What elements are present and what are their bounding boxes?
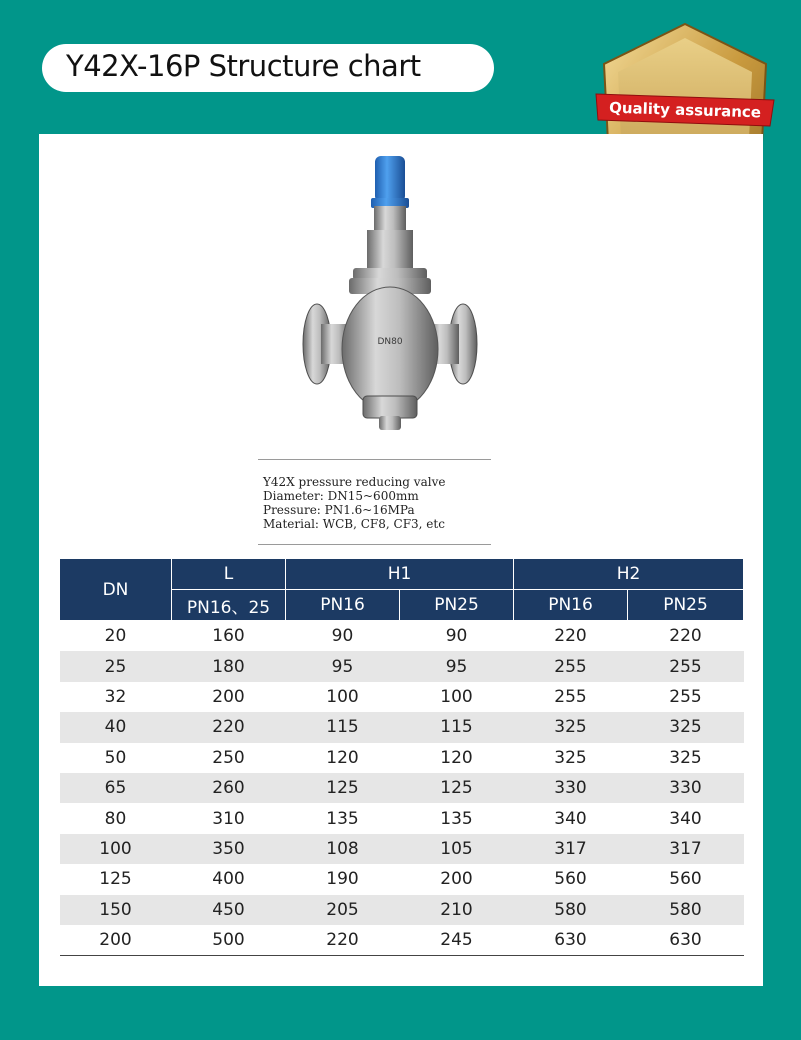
table-cell: 200	[440, 869, 473, 890]
table-cell: 32	[104, 686, 127, 707]
table-cell: 325	[669, 747, 702, 768]
table-cell: 255	[514, 651, 628, 681]
table-cell: 125	[400, 773, 514, 803]
dimension-table	[59, 558, 744, 956]
table-row	[60, 834, 744, 864]
table-cell: 200	[60, 925, 172, 956]
subheader-l-pn: PN16、25	[172, 590, 286, 621]
table-cell: 325	[628, 712, 744, 742]
table-cell: 255	[554, 686, 587, 707]
subheader-h2-pn25: PN25	[628, 590, 744, 621]
table-cell: 135	[440, 808, 473, 829]
table-cell: 160	[212, 626, 245, 647]
table-cell: 190	[326, 869, 359, 890]
table-row	[60, 864, 744, 894]
product-caption	[258, 459, 491, 545]
table-cell: 115	[400, 712, 514, 742]
table-cell: 220	[286, 925, 400, 956]
table-row	[60, 895, 744, 925]
table-cell: 150	[60, 895, 172, 925]
table-row	[60, 682, 744, 712]
table-cell: 260	[172, 773, 286, 803]
table-cell: 500	[172, 925, 286, 956]
table-cell: 100	[326, 686, 359, 707]
table-cell: 580	[628, 895, 744, 925]
table-cell: 310	[212, 808, 245, 829]
valve-image	[277, 144, 499, 444]
table-row	[60, 743, 744, 773]
table-cell: 560	[669, 869, 702, 890]
table-cell: 400	[212, 869, 245, 890]
content-panel	[39, 134, 763, 986]
table-cell: 120	[440, 747, 473, 768]
table-cell: 317	[628, 834, 744, 864]
table-body	[60, 621, 744, 956]
caption-line: Pressure: PN1.6~16MPa	[263, 503, 415, 517]
page-title: Y42X-16P Structure chart	[66, 49, 421, 83]
table-cell: 108	[286, 834, 400, 864]
table-cell: 340	[554, 808, 587, 829]
table-cell: 100	[440, 686, 473, 707]
table-cell: 630	[514, 925, 628, 956]
table-cell: 135	[326, 808, 359, 829]
subheader-h1-pn25: PN25	[400, 590, 514, 621]
table-cell: 25	[60, 651, 172, 681]
table-cell: 50	[104, 747, 127, 768]
table-cell: 210	[400, 895, 514, 925]
table-cell: 205	[286, 895, 400, 925]
subheader-h2-pn16: PN16	[514, 590, 628, 621]
caption-line: Diameter: DN15~600mm	[263, 489, 419, 503]
table-cell: 330	[514, 773, 628, 803]
table-cell: 450	[172, 895, 286, 925]
table-cell: 560	[554, 869, 587, 890]
table-cell: 330	[628, 773, 744, 803]
title-pill	[42, 44, 494, 92]
table-cell: 100	[60, 834, 172, 864]
table-cell: 350	[172, 834, 286, 864]
table-cell: 120	[326, 747, 359, 768]
subheader-h1-pn16: PN16	[286, 590, 400, 621]
table-cell: 80	[104, 808, 127, 829]
table-cell: 125	[286, 773, 400, 803]
badge-label: Quality assurance	[608, 98, 762, 122]
table-cell: 20	[104, 626, 127, 647]
caption-line: Material: WCB, CF8, CF3, etc	[263, 517, 445, 531]
caption-line: Y42X pressure reducing valve	[263, 475, 446, 489]
table-cell: 95	[286, 651, 400, 681]
column-header-dn: DN	[60, 559, 172, 621]
table-cell: 90	[331, 626, 354, 647]
table-cell: 65	[60, 773, 172, 803]
table-cell: 95	[400, 651, 514, 681]
column-header-l: L	[172, 559, 286, 590]
table-cell: 250	[212, 747, 245, 768]
table-cell: 115	[286, 712, 400, 742]
table-cell: 340	[669, 808, 702, 829]
table-cell: 630	[628, 925, 744, 956]
table-cell: 317	[514, 834, 628, 864]
table-cell: 245	[400, 925, 514, 956]
table-cell: 180	[172, 651, 286, 681]
table-cell: 255	[669, 686, 702, 707]
valve-marking: DN80	[377, 337, 403, 347]
table-row	[60, 651, 744, 681]
table-cell: 220	[172, 712, 286, 742]
table-row	[60, 803, 744, 833]
table-row	[60, 925, 744, 956]
table-row	[60, 712, 744, 742]
table-cell: 325	[554, 747, 587, 768]
table-cell: 40	[60, 712, 172, 742]
table-cell: 325	[514, 712, 628, 742]
table-cell: 200	[212, 686, 245, 707]
table-cell: 255	[628, 651, 744, 681]
table-cell: 220	[554, 626, 587, 647]
table-cell: 105	[400, 834, 514, 864]
table-cell: 90	[445, 626, 468, 647]
table-row	[60, 621, 744, 652]
table-cell: 125	[99, 869, 132, 890]
table-cell: 580	[514, 895, 628, 925]
column-header-h1: H1	[286, 559, 514, 590]
column-header-h2: H2	[514, 559, 744, 590]
table-row	[60, 773, 744, 803]
table-cell: 220	[669, 626, 702, 647]
